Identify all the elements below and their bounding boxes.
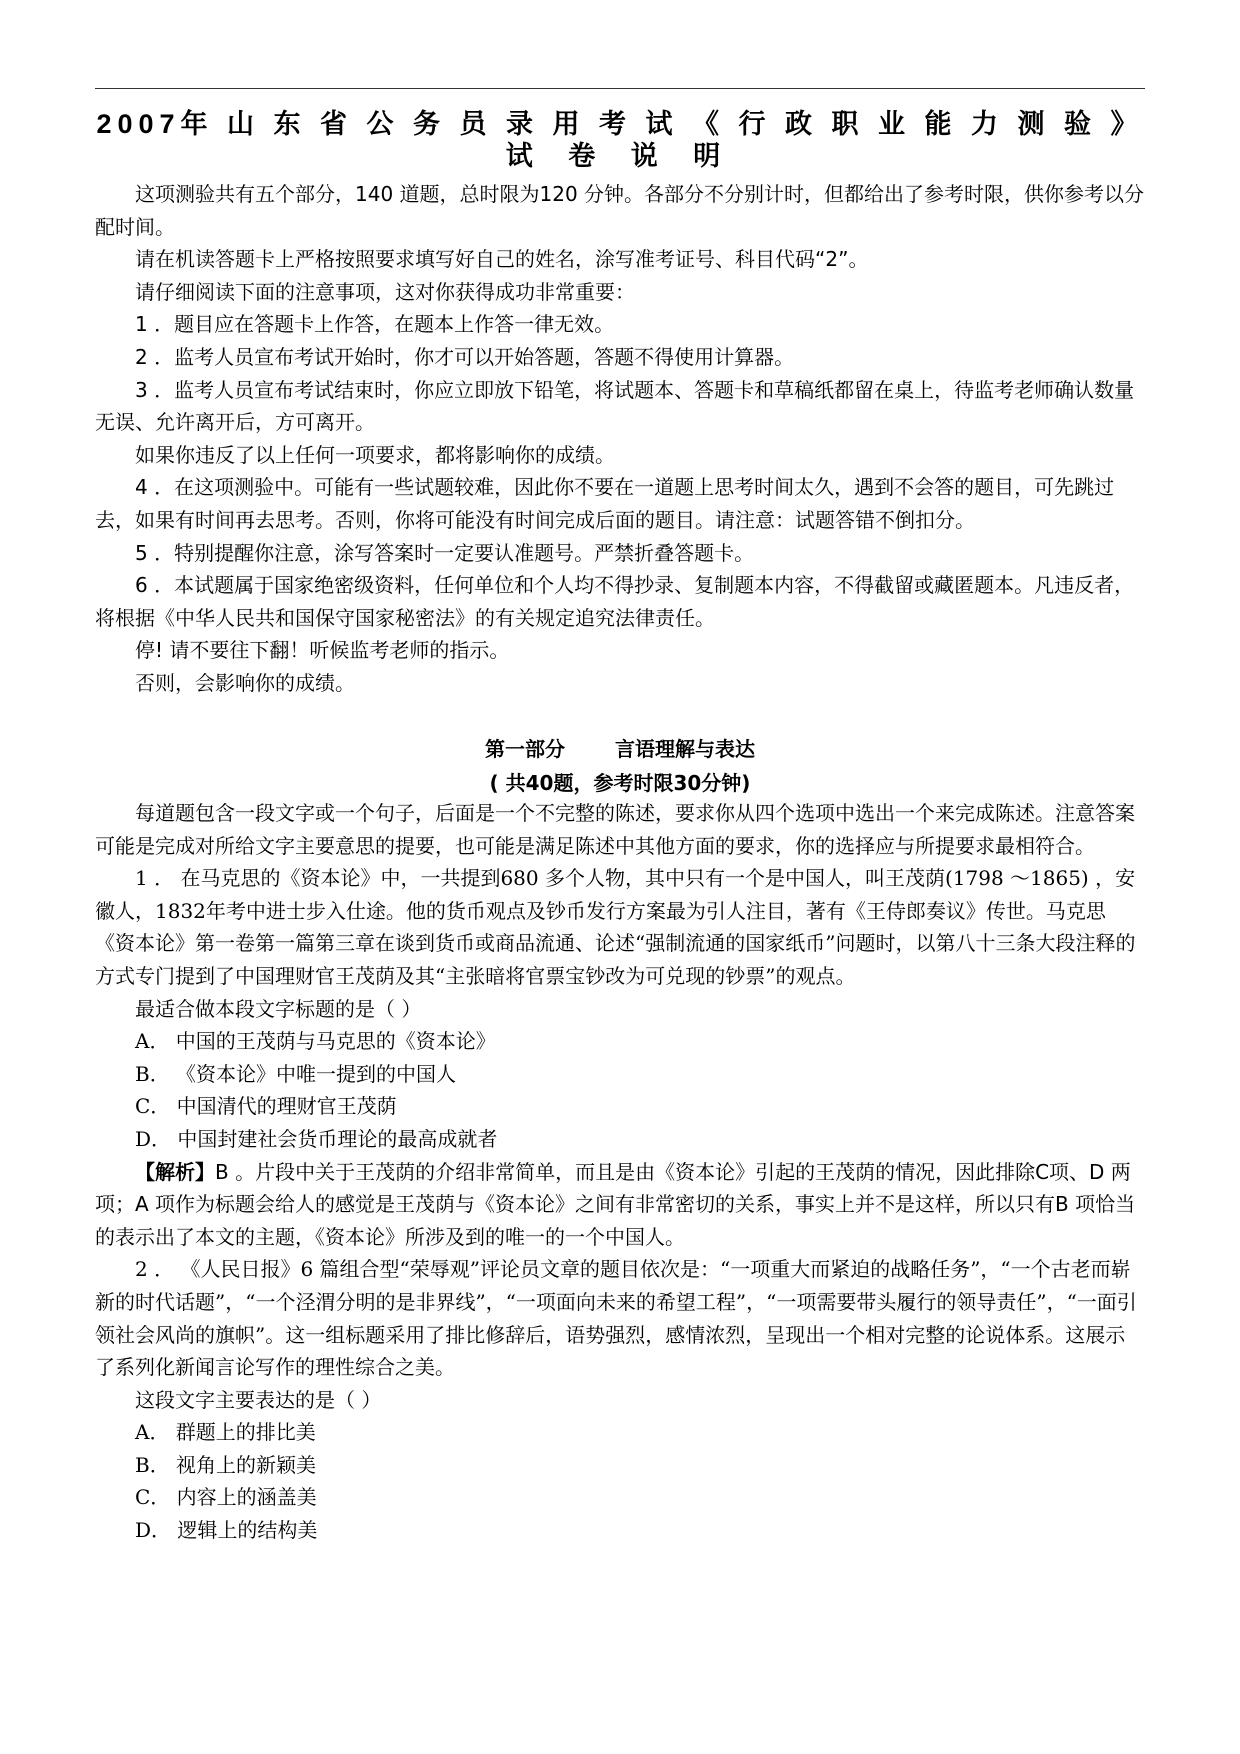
section-instructions: 每道题包含一段文字或一个句子，后面是一个不完整的陈述，要求你从四个选项中选出一个来完成陈述。注意答案可能是完成对所给文字主要意思的提要，也可能是满足陈述中其他方面的要求，你的选择应与所提要求最相符合。: [95, 801, 1135, 858]
analysis-text: B 。片段中关于王茂荫的介绍非常简单，而且是由《资本论》引起的王茂荫的情况，因此排除C项、D 两项；A 项作为标题会给人的感觉是王茂荫与《资本论》之间有非常密切的关系，事实上并不是这样，所以只有B 项恰当的表示出了本文的主题，《资本论》所涉及到的唯一的一个中国人。: [95, 1159, 1136, 1249]
question-1-option-d: D． 中国封建社会货币理论的最高成就者: [135, 1126, 498, 1151]
intro-rule-6: 6 ．本试题属于国家绝密级资料，任何单位和个人均不得抄录、复制题本内容，不得截留或藏匿题本。凡违反者，将根据《中华人民共和国保守国家秘密法》的有关规定追究法律责任。: [95, 573, 1135, 630]
question-2-option-d: D． 逻辑上的结构美: [135, 1518, 318, 1543]
question-2-option-b: B． 视角上的新颖美: [135, 1452, 317, 1477]
section-part: 第一部分: [485, 737, 565, 761]
intro-paragraph: 请在机读答题卡上严格按照要求填写好自己的姓名，涂写准考证号、科目代码“2”。: [135, 247, 869, 272]
question-1-analysis: [95, 1156, 1145, 1254]
question-2-text: 2 ． 《人民日报》6 篇组合型“荣辱观”评论员文章的题目依次是：“一项重大而紧迫的战略任务”，“一个古老而崭新的时代话题”，“一个泾渭分明的是非界线”，“一项面向未来的希望工程”，“一项需要带头履行的领导责任”，“一面引领社会风尚的旗帜”。这一组标题采用了排比修辞后，语势强烈，感情浓烈，呈现出一个相对完整的论说体系。这展示了系列化新闻言论写作的理性综合之美。: [95, 1257, 1137, 1380]
question-2-option-c: C． 内容上的涵盖美: [135, 1485, 317, 1510]
document-title: [95, 108, 1145, 172]
section-name: 言语理解与表达: [615, 737, 755, 761]
intro-paragraph: 否则，会影响你的成绩。: [135, 670, 355, 695]
exam-instructions: [95, 178, 1145, 700]
intro-paragraph: 这项测验共有五个部分，140 道题，总时限为120 分钟。各部分不分别计时，但都给出了参考时限，供你参考以分配时间。: [95, 182, 1145, 239]
intro-rule-5: 5 ．特别提醒你注意，涂写答案时一定要认准题号。严禁折叠答题卡。: [135, 540, 755, 565]
intro-rule-4: 4 ．在这项测验中。可能有一些试题较难，因此你不要在一道题上思考时间太久，遇到不会答的题目，可先跳过去，如果有时间再去思考。否则，你将可能没有时间完成后面的题目。请注意：试题答错不倒扣分。: [95, 475, 1115, 532]
section-heading: [95, 732, 1145, 800]
analysis-label: 【解析】: [135, 1159, 215, 1184]
intro-rule-1: 1 ．题目应在答题卡上作答，在题本上作答一律无效。: [135, 312, 615, 337]
question-1-option-c: C． 中国清代的理财官王茂荫: [135, 1094, 397, 1119]
title-line-1: 2007年 山 东 省 公 务 员 录 用 考 试 《 行 政 职 业 能 力 测 验 》: [96, 109, 1144, 139]
question-1-option-b: B． 《资本论》中唯一提到的中国人: [135, 1061, 457, 1086]
question-2-prompt: 这段文字主要表达的是（ ）: [135, 1387, 382, 1412]
question-1-option-a: A． 中国的王茂荫与马克思的《资本论》: [135, 1029, 496, 1054]
question-1-text: 1 ． 在马克思的《资本论》中，一共提到680 多个人物，其中只有一个是中国人，叫王茂荫(1798 ～1865) ，安徽人，1832年考中进士步入仕途。他的货币观点及钞币发行方案最为引人注目，著有《王侍郎奏议》传世。马克思《资本论》第一卷第一篇第三章在谈到货币或商品流通、论述“强制流通的国家纸币”问题时，以第八十三条大段注释的方式专门提到了中国理财官王茂荫及其“主张暗将官票宝钞改为可兑现的钞票”的观点。: [95, 866, 1136, 988]
intro-paragraph: 请仔细阅读下面的注意事项，这对你获得成功非常重要：: [135, 279, 635, 304]
intro-paragraph: 如果你违反了以上任何一项要求，都将影响你的成绩。: [135, 442, 615, 467]
intro-rule-2: 2 ．监考人员宣布考试开始时，你才可以开始答题，答题不得使用计算器。: [135, 344, 795, 369]
question-1-prompt: 最适合做本段文字标题的是（ ）: [135, 996, 422, 1021]
question-2-option-a: A． 群题上的排比美: [135, 1420, 316, 1445]
section-info: ( 共40题，参考时限30分钟): [489, 771, 751, 795]
intro-rule-3: 3 ．监考人员宣布考试结束时，你应立即放下铅笔，将试题本、答题卡和草稿纸都留在桌上，待监考老师确认数量无误、允许离开后，方可离开。: [95, 377, 1135, 435]
header-rule: [95, 88, 1145, 89]
intro-paragraph: 停! 请不要往下翻！听候监考老师的指示。: [135, 638, 510, 663]
section-body: [95, 797, 1145, 1547]
title-line-2: 试 卷 说 明: [505, 141, 735, 171]
